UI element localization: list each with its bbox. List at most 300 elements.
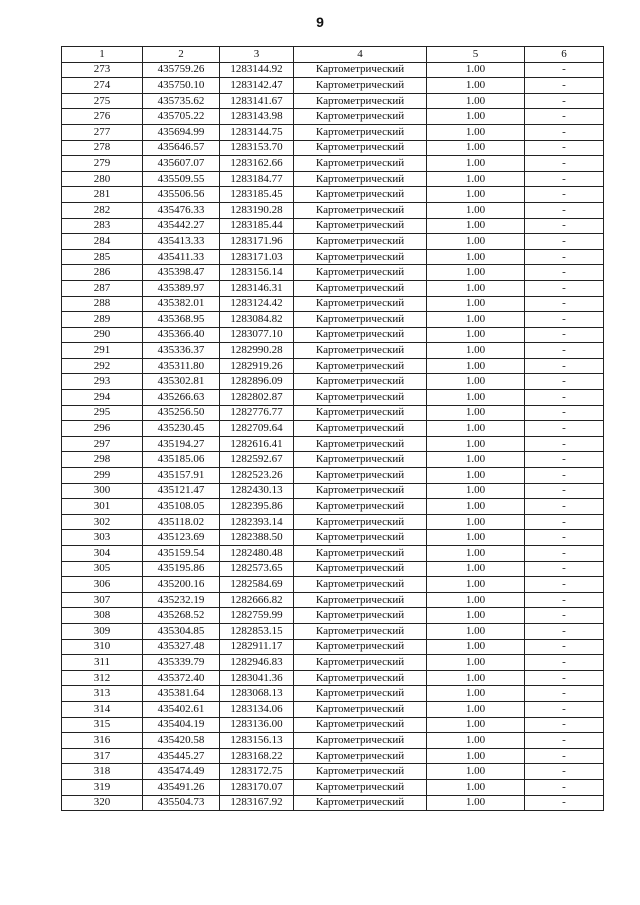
accuracy-cell: 1.00	[427, 639, 525, 655]
point-number-cell: 302	[62, 514, 143, 530]
note-cell: -	[525, 124, 604, 140]
x-coordinate-cell: 435123.69	[143, 530, 220, 546]
note-cell: -	[525, 312, 604, 328]
point-number-cell: 293	[62, 374, 143, 390]
point-number-cell: 287	[62, 280, 143, 296]
point-number-cell: 299	[62, 468, 143, 484]
method-cell: Картометрический	[294, 234, 427, 250]
accuracy-cell: 1.00	[427, 779, 525, 795]
note-cell: -	[525, 265, 604, 281]
note-cell: -	[525, 514, 604, 530]
point-number-cell: 300	[62, 483, 143, 499]
x-coordinate-cell: 435445.27	[143, 748, 220, 764]
accuracy-cell: 1.00	[427, 483, 525, 499]
note-cell: -	[525, 608, 604, 624]
x-coordinate-cell: 435381.64	[143, 686, 220, 702]
column-header: 1	[62, 47, 143, 63]
point-number-cell: 314	[62, 701, 143, 717]
y-coordinate-cell: 1282802.87	[220, 390, 294, 406]
note-cell: -	[525, 202, 604, 218]
point-number-cell: 288	[62, 296, 143, 312]
accuracy-cell: 1.00	[427, 701, 525, 717]
point-number-cell: 276	[62, 109, 143, 125]
method-cell: Картометрический	[294, 109, 427, 125]
accuracy-cell: 1.00	[427, 140, 525, 156]
method-cell: Картометрический	[294, 639, 427, 655]
point-number-cell: 289	[62, 312, 143, 328]
point-number-cell: 295	[62, 405, 143, 421]
y-coordinate-cell: 1282919.26	[220, 358, 294, 374]
x-coordinate-cell: 435339.79	[143, 655, 220, 671]
y-coordinate-cell: 1283156.13	[220, 733, 294, 749]
x-coordinate-cell: 435398.47	[143, 265, 220, 281]
point-number-cell: 285	[62, 249, 143, 265]
y-coordinate-cell: 1283171.03	[220, 249, 294, 265]
method-cell: Картометрический	[294, 530, 427, 546]
y-coordinate-cell: 1283134.06	[220, 701, 294, 717]
y-coordinate-cell: 1282388.50	[220, 530, 294, 546]
point-number-cell: 312	[62, 670, 143, 686]
accuracy-cell: 1.00	[427, 78, 525, 94]
point-number-cell: 275	[62, 93, 143, 109]
x-coordinate-cell: 435402.61	[143, 701, 220, 717]
y-coordinate-cell: 1283136.00	[220, 717, 294, 733]
method-cell: Картометрический	[294, 280, 427, 296]
y-coordinate-cell: 1283190.28	[220, 202, 294, 218]
point-number-cell: 308	[62, 608, 143, 624]
note-cell: -	[525, 374, 604, 390]
point-number-cell: 316	[62, 733, 143, 749]
accuracy-cell: 1.00	[427, 109, 525, 125]
method-cell: Картометрический	[294, 608, 427, 624]
note-cell: -	[525, 592, 604, 608]
x-coordinate-cell: 435491.26	[143, 779, 220, 795]
note-cell: -	[525, 78, 604, 94]
y-coordinate-cell: 1283185.44	[220, 218, 294, 234]
note-cell: -	[525, 234, 604, 250]
accuracy-cell: 1.00	[427, 202, 525, 218]
note-cell: -	[525, 639, 604, 655]
note-cell: -	[525, 296, 604, 312]
y-coordinate-cell: 1283142.47	[220, 78, 294, 94]
table-row	[62, 421, 604, 437]
point-number-cell: 303	[62, 530, 143, 546]
point-number-cell: 284	[62, 234, 143, 250]
y-coordinate-cell: 1283171.96	[220, 234, 294, 250]
method-cell: Картометрический	[294, 499, 427, 515]
point-number-cell: 296	[62, 421, 143, 437]
point-number-cell: 281	[62, 187, 143, 203]
table-row	[62, 499, 604, 515]
x-coordinate-cell: 435266.63	[143, 390, 220, 406]
accuracy-cell: 1.00	[427, 733, 525, 749]
page-number: 9	[316, 14, 324, 30]
x-coordinate-cell: 435750.10	[143, 78, 220, 94]
table-row	[62, 312, 604, 328]
accuracy-cell: 1.00	[427, 374, 525, 390]
point-number-cell: 292	[62, 358, 143, 374]
table-row	[62, 249, 604, 265]
table-row	[62, 93, 604, 109]
note-cell: -	[525, 499, 604, 515]
accuracy-cell: 1.00	[427, 405, 525, 421]
column-header: 4	[294, 47, 427, 63]
accuracy-cell: 1.00	[427, 717, 525, 733]
table-row	[62, 623, 604, 639]
y-coordinate-cell: 1282592.67	[220, 452, 294, 468]
method-cell: Картометрический	[294, 140, 427, 156]
point-number-cell: 307	[62, 592, 143, 608]
accuracy-cell: 1.00	[427, 514, 525, 530]
accuracy-cell: 1.00	[427, 312, 525, 328]
method-cell: Картометрический	[294, 93, 427, 109]
method-cell: Картометрический	[294, 514, 427, 530]
y-coordinate-cell: 1282430.13	[220, 483, 294, 499]
column-header: 3	[220, 47, 294, 63]
y-coordinate-cell: 1282853.15	[220, 623, 294, 639]
method-cell: Картометрический	[294, 779, 427, 795]
accuracy-cell: 1.00	[427, 530, 525, 546]
y-coordinate-cell: 1282584.69	[220, 577, 294, 593]
method-cell: Картометрический	[294, 296, 427, 312]
table-row	[62, 202, 604, 218]
table-row	[62, 78, 604, 94]
x-coordinate-cell: 435735.62	[143, 93, 220, 109]
x-coordinate-cell: 435118.02	[143, 514, 220, 530]
table-row	[62, 733, 604, 749]
x-coordinate-cell: 435476.33	[143, 202, 220, 218]
point-number-cell: 282	[62, 202, 143, 218]
table-row	[62, 109, 604, 125]
y-coordinate-cell: 1283184.77	[220, 171, 294, 187]
table-row	[62, 358, 604, 374]
note-cell: -	[525, 546, 604, 562]
y-coordinate-cell: 1283141.67	[220, 93, 294, 109]
note-cell: -	[525, 187, 604, 203]
x-coordinate-cell: 435121.47	[143, 483, 220, 499]
y-coordinate-cell: 1282911.17	[220, 639, 294, 655]
point-number-cell: 305	[62, 561, 143, 577]
table-row	[62, 436, 604, 452]
table-row	[62, 124, 604, 140]
x-coordinate-cell: 435194.27	[143, 436, 220, 452]
note-cell: -	[525, 156, 604, 172]
note-cell: -	[525, 561, 604, 577]
x-coordinate-cell: 435420.58	[143, 733, 220, 749]
y-coordinate-cell: 1283170.07	[220, 779, 294, 795]
x-coordinate-cell: 435442.27	[143, 218, 220, 234]
y-coordinate-cell: 1283156.14	[220, 265, 294, 281]
table-row	[62, 374, 604, 390]
note-cell: -	[525, 93, 604, 109]
method-cell: Картометрический	[294, 265, 427, 281]
accuracy-cell: 1.00	[427, 764, 525, 780]
y-coordinate-cell: 1283068.13	[220, 686, 294, 702]
note-cell: -	[525, 655, 604, 671]
table-row	[62, 280, 604, 296]
y-coordinate-cell: 1282480.48	[220, 546, 294, 562]
accuracy-cell: 1.00	[427, 156, 525, 172]
table-row	[62, 530, 604, 546]
note-cell: -	[525, 764, 604, 780]
accuracy-cell: 1.00	[427, 62, 525, 78]
x-coordinate-cell: 435646.57	[143, 140, 220, 156]
x-coordinate-cell: 435389.97	[143, 280, 220, 296]
note-cell: -	[525, 358, 604, 374]
x-coordinate-cell: 435336.37	[143, 343, 220, 359]
x-coordinate-cell: 435232.19	[143, 592, 220, 608]
accuracy-cell: 1.00	[427, 592, 525, 608]
note-cell: -	[525, 748, 604, 764]
accuracy-cell: 1.00	[427, 452, 525, 468]
accuracy-cell: 1.00	[427, 468, 525, 484]
method-cell: Картометрический	[294, 249, 427, 265]
accuracy-cell: 1.00	[427, 218, 525, 234]
x-coordinate-cell: 435327.48	[143, 639, 220, 655]
y-coordinate-cell: 1282709.64	[220, 421, 294, 437]
note-cell: -	[525, 577, 604, 593]
table-row	[62, 452, 604, 468]
table-row	[62, 592, 604, 608]
table-row	[62, 140, 604, 156]
table-row	[62, 296, 604, 312]
y-coordinate-cell: 1283168.22	[220, 748, 294, 764]
note-cell: -	[525, 717, 604, 733]
x-coordinate-cell: 435185.06	[143, 452, 220, 468]
point-number-cell: 278	[62, 140, 143, 156]
note-cell: -	[525, 686, 604, 702]
table-row	[62, 577, 604, 593]
accuracy-cell: 1.00	[427, 234, 525, 250]
point-number-cell: 280	[62, 171, 143, 187]
table-row	[62, 483, 604, 499]
point-number-cell: 318	[62, 764, 143, 780]
method-cell: Картометрический	[294, 202, 427, 218]
method-cell: Картометрический	[294, 701, 427, 717]
accuracy-cell: 1.00	[427, 577, 525, 593]
note-cell: -	[525, 62, 604, 78]
y-coordinate-cell: 1282666.82	[220, 592, 294, 608]
method-cell: Картометрический	[294, 62, 427, 78]
note-cell: -	[525, 140, 604, 156]
note-cell: -	[525, 405, 604, 421]
method-cell: Картометрический	[294, 546, 427, 562]
method-cell: Картометрический	[294, 436, 427, 452]
point-number-cell: 297	[62, 436, 143, 452]
accuracy-cell: 1.00	[427, 546, 525, 562]
method-cell: Картометрический	[294, 623, 427, 639]
x-coordinate-cell: 435159.54	[143, 546, 220, 562]
accuracy-cell: 1.00	[427, 499, 525, 515]
note-cell: -	[525, 218, 604, 234]
y-coordinate-cell: 1283162.66	[220, 156, 294, 172]
method-cell: Картометрический	[294, 592, 427, 608]
method-cell: Картометрический	[294, 483, 427, 499]
y-coordinate-cell: 1283144.92	[220, 62, 294, 78]
point-number-cell: 319	[62, 779, 143, 795]
y-coordinate-cell: 1283124.42	[220, 296, 294, 312]
note-cell: -	[525, 701, 604, 717]
x-coordinate-cell: 435200.16	[143, 577, 220, 593]
method-cell: Картометрический	[294, 686, 427, 702]
point-number-cell: 310	[62, 639, 143, 655]
y-coordinate-cell: 1282616.41	[220, 436, 294, 452]
point-number-cell: 279	[62, 156, 143, 172]
x-coordinate-cell: 435607.07	[143, 156, 220, 172]
table-row	[62, 62, 604, 78]
method-cell: Картометрический	[294, 733, 427, 749]
point-number-cell: 320	[62, 795, 143, 811]
y-coordinate-cell: 1283146.31	[220, 280, 294, 296]
note-cell: -	[525, 249, 604, 265]
accuracy-cell: 1.00	[427, 686, 525, 702]
x-coordinate-cell: 435411.33	[143, 249, 220, 265]
accuracy-cell: 1.00	[427, 187, 525, 203]
method-cell: Картометрический	[294, 421, 427, 437]
note-cell: -	[525, 670, 604, 686]
method-cell: Картометрический	[294, 717, 427, 733]
y-coordinate-cell: 1283143.98	[220, 109, 294, 125]
note-cell: -	[525, 452, 604, 468]
accuracy-cell: 1.00	[427, 390, 525, 406]
accuracy-cell: 1.00	[427, 249, 525, 265]
point-number-cell: 274	[62, 78, 143, 94]
table-row	[62, 561, 604, 577]
note-cell: -	[525, 171, 604, 187]
accuracy-cell: 1.00	[427, 421, 525, 437]
method-cell: Картометрический	[294, 748, 427, 764]
accuracy-cell: 1.00	[427, 265, 525, 281]
x-coordinate-cell: 435268.52	[143, 608, 220, 624]
table-row	[62, 748, 604, 764]
y-coordinate-cell: 1282896.09	[220, 374, 294, 390]
method-cell: Картометрический	[294, 312, 427, 328]
y-coordinate-cell: 1282759.99	[220, 608, 294, 624]
note-cell: -	[525, 327, 604, 343]
accuracy-cell: 1.00	[427, 623, 525, 639]
note-cell: -	[525, 623, 604, 639]
x-coordinate-cell: 435372.40	[143, 670, 220, 686]
point-number-cell: 304	[62, 546, 143, 562]
table-header-row	[62, 47, 604, 63]
method-cell: Картометрический	[294, 561, 427, 577]
x-coordinate-cell: 435108.05	[143, 499, 220, 515]
method-cell: Картометрический	[294, 156, 427, 172]
y-coordinate-cell: 1283153.70	[220, 140, 294, 156]
method-cell: Картометрический	[294, 124, 427, 140]
table-row	[62, 655, 604, 671]
y-coordinate-cell: 1282946.83	[220, 655, 294, 671]
x-coordinate-cell: 435413.33	[143, 234, 220, 250]
table-row	[62, 670, 604, 686]
point-number-cell: 273	[62, 62, 143, 78]
x-coordinate-cell: 435382.01	[143, 296, 220, 312]
method-cell: Картометрический	[294, 670, 427, 686]
point-number-cell: 313	[62, 686, 143, 702]
table-row	[62, 717, 604, 733]
accuracy-cell: 1.00	[427, 436, 525, 452]
point-number-cell: 317	[62, 748, 143, 764]
y-coordinate-cell: 1282990.28	[220, 343, 294, 359]
x-coordinate-cell: 435474.49	[143, 764, 220, 780]
column-header: 6	[525, 47, 604, 63]
x-coordinate-cell: 435509.55	[143, 171, 220, 187]
table-row	[62, 405, 604, 421]
x-coordinate-cell: 435230.45	[143, 421, 220, 437]
y-coordinate-cell: 1283084.82	[220, 312, 294, 328]
accuracy-cell: 1.00	[427, 124, 525, 140]
accuracy-cell: 1.00	[427, 561, 525, 577]
accuracy-cell: 1.00	[427, 748, 525, 764]
accuracy-cell: 1.00	[427, 795, 525, 811]
method-cell: Картометрический	[294, 405, 427, 421]
table-row	[62, 327, 604, 343]
method-cell: Картометрический	[294, 468, 427, 484]
accuracy-cell: 1.00	[427, 358, 525, 374]
y-coordinate-cell: 1283041.36	[220, 670, 294, 686]
accuracy-cell: 1.00	[427, 670, 525, 686]
method-cell: Картометрический	[294, 374, 427, 390]
y-coordinate-cell: 1282573.65	[220, 561, 294, 577]
method-cell: Картометрический	[294, 655, 427, 671]
method-cell: Картометрический	[294, 577, 427, 593]
point-number-cell: 309	[62, 623, 143, 639]
x-coordinate-cell: 435705.22	[143, 109, 220, 125]
y-coordinate-cell: 1282776.77	[220, 405, 294, 421]
column-header: 5	[427, 47, 525, 63]
point-number-cell: 306	[62, 577, 143, 593]
table-row	[62, 390, 604, 406]
accuracy-cell: 1.00	[427, 171, 525, 187]
method-cell: Картометрический	[294, 795, 427, 811]
note-cell: -	[525, 795, 604, 811]
x-coordinate-cell: 435504.73	[143, 795, 220, 811]
table-row	[62, 171, 604, 187]
point-number-cell: 301	[62, 499, 143, 515]
y-coordinate-cell: 1282523.26	[220, 468, 294, 484]
method-cell: Картометрический	[294, 327, 427, 343]
method-cell: Картометрический	[294, 764, 427, 780]
note-cell: -	[525, 530, 604, 546]
table-row	[62, 546, 604, 562]
table-row	[62, 156, 604, 172]
y-coordinate-cell: 1283167.92	[220, 795, 294, 811]
table-row	[62, 218, 604, 234]
point-number-cell: 277	[62, 124, 143, 140]
table-row	[62, 795, 604, 811]
y-coordinate-cell: 1283144.75	[220, 124, 294, 140]
note-cell: -	[525, 109, 604, 125]
table-row	[62, 779, 604, 795]
point-number-cell: 311	[62, 655, 143, 671]
x-coordinate-cell: 435302.81	[143, 374, 220, 390]
x-coordinate-cell: 435759.26	[143, 62, 220, 78]
x-coordinate-cell: 435311.80	[143, 358, 220, 374]
method-cell: Картометрический	[294, 390, 427, 406]
note-cell: -	[525, 733, 604, 749]
table-row	[62, 764, 604, 780]
method-cell: Картометрический	[294, 187, 427, 203]
method-cell: Картометрический	[294, 78, 427, 94]
x-coordinate-cell: 435506.56	[143, 187, 220, 203]
note-cell: -	[525, 468, 604, 484]
x-coordinate-cell: 435368.95	[143, 312, 220, 328]
table-row	[62, 468, 604, 484]
coordinates-table	[61, 46, 604, 811]
method-cell: Картометрический	[294, 218, 427, 234]
table-row	[62, 343, 604, 359]
point-number-cell: 298	[62, 452, 143, 468]
